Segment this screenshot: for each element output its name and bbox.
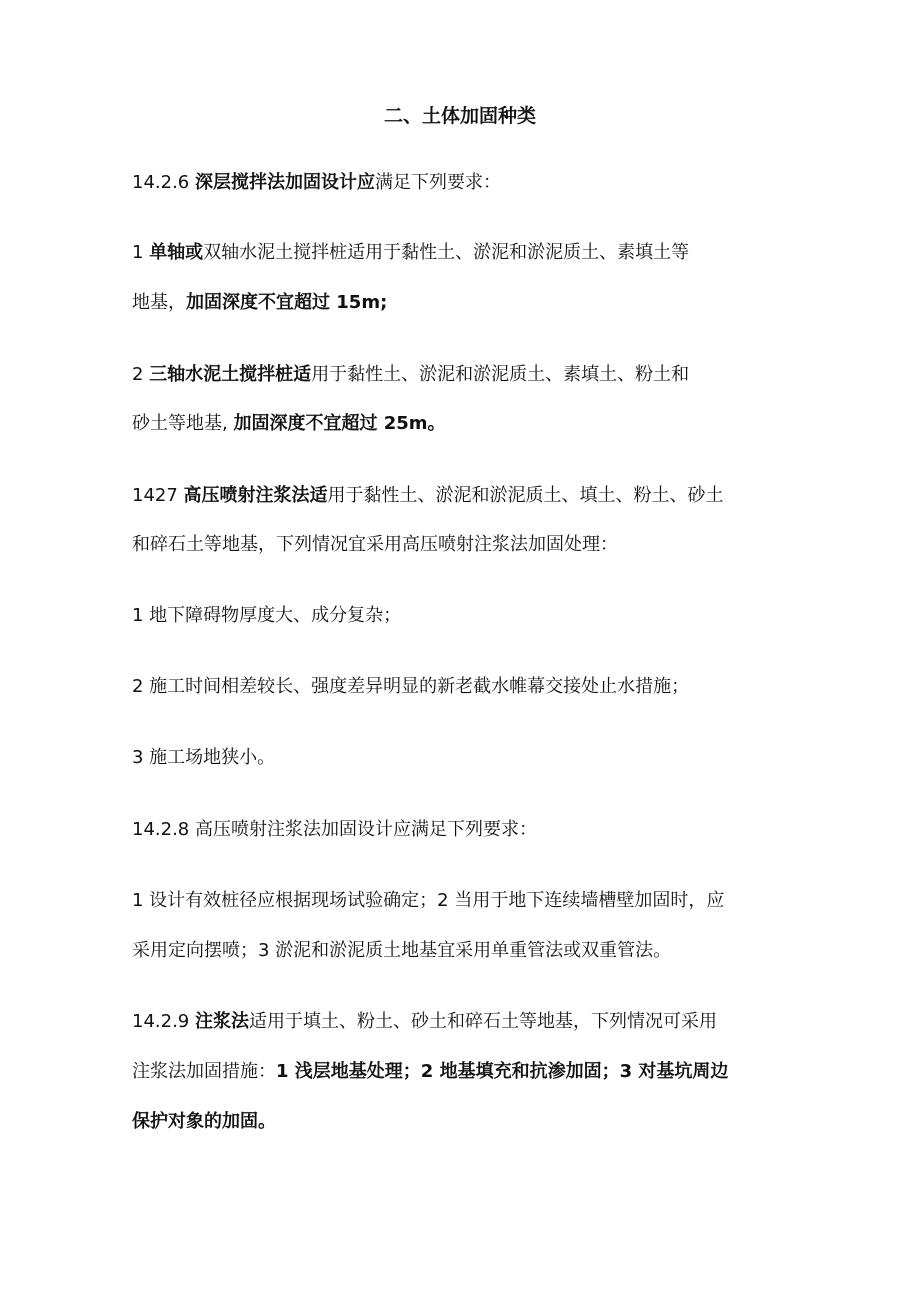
bold-text-segment: 三轴水泥土搅拌桩适 (149, 364, 312, 385)
text-segment: 满足下列要求： (374, 172, 501, 193)
text-segment: 采用定向摆喷；3 淤泥和淤泥质土地基宜采用单重管法或双重管法。 (132, 940, 672, 961)
clause-14-2-7-item-3 (132, 743, 275, 773)
clause-14-2-6-heading (132, 168, 501, 198)
clause-14-2-8-line-1 (132, 886, 724, 916)
clause-14-2-6-item-2-line-2 (132, 409, 446, 439)
bold-text-segment: 单轴或 (149, 242, 204, 263)
clause-14-2-8-heading (132, 815, 537, 845)
clause-14-2-7-item-1 (132, 601, 401, 631)
text-segment: 适用于填土、粉土、砂土和碎石土等地基，下列情况可采用 (248, 1011, 717, 1032)
clause-14-2-6-item-1-line-1 (132, 238, 689, 268)
text-segment: 1 地下障碍物厚度大、成分复杂； (132, 605, 402, 626)
text-segment: 双轴水泥土搅拌桩适用于黏性土、淤泥和淤泥质土、素填土等 (203, 242, 690, 263)
text-segment: 1 设计有效桩径应根据现场试验确定；2 当用于地下连续墙槽壁加固时，应 (132, 890, 725, 911)
text-segment: 14.2.8 高压喷射注浆法加固设计应满足下列要求： (132, 819, 537, 840)
text-segment: 和碎石土等地基，下列情况宜采用高压喷射注浆法加固处理： (132, 534, 618, 555)
bold-text-segment: 加固深度不宜超过 15m; (186, 292, 388, 313)
text-segment: 2 施工时间相差较长、强度差异明显的新老截水帷幕交接处止水措施； (132, 676, 690, 697)
text-segment: 地基， (132, 292, 186, 313)
bold-text-segment: 1 浅层地基处理；2 地基填充和抗渗加固；3 对基坑周边 (276, 1061, 729, 1082)
bold-text-segment: 注浆法 (194, 1011, 249, 1032)
text-segment: 用于黏性土、淤泥和淤泥质土、素填土、粉土和 (311, 364, 690, 385)
bold-text-segment: 深层搅拌法加固设计应 (194, 172, 375, 193)
text-segment: 用于黏性土、淤泥和淤泥质土、填土、粉土、砂土 (327, 485, 724, 506)
text-segment: 砂土等地基, (132, 413, 234, 434)
section-title: 二、土体加固种类 (383, 105, 536, 127)
clause-14-2-7-item-2 (132, 672, 689, 702)
text-segment: 14.2.9 (132, 1011, 195, 1032)
text-segment: 2 (132, 364, 150, 385)
text-segment: 1 (132, 242, 150, 263)
text-segment: 3 施工场地狭小。 (132, 747, 276, 768)
bold-text-segment: 保护对象的加固。 (132, 1111, 276, 1132)
bold-text-segment: 高压喷射注浆法适 (183, 485, 328, 506)
clause-14-2-7-line-1 (132, 481, 724, 511)
bold-text-segment: 加固深度不宜超过 25m。 (233, 413, 446, 434)
clause-14-2-6-item-2-line-1 (132, 360, 689, 390)
text-segment: 1427 (132, 485, 184, 506)
clause-14-2-9-line-1 (132, 1007, 717, 1037)
clause-14-2-9-line-3 (132, 1107, 276, 1137)
clause-14-2-7-line-2 (132, 530, 618, 560)
clause-14-2-8-line-2 (132, 936, 671, 966)
clause-14-2-6-item-1-line-2 (132, 288, 387, 318)
clause-14-2-9-line-2 (132, 1057, 728, 1087)
text-segment: 注浆法加固措施： (132, 1061, 276, 1082)
text-segment: 14.2.6 (132, 172, 195, 193)
